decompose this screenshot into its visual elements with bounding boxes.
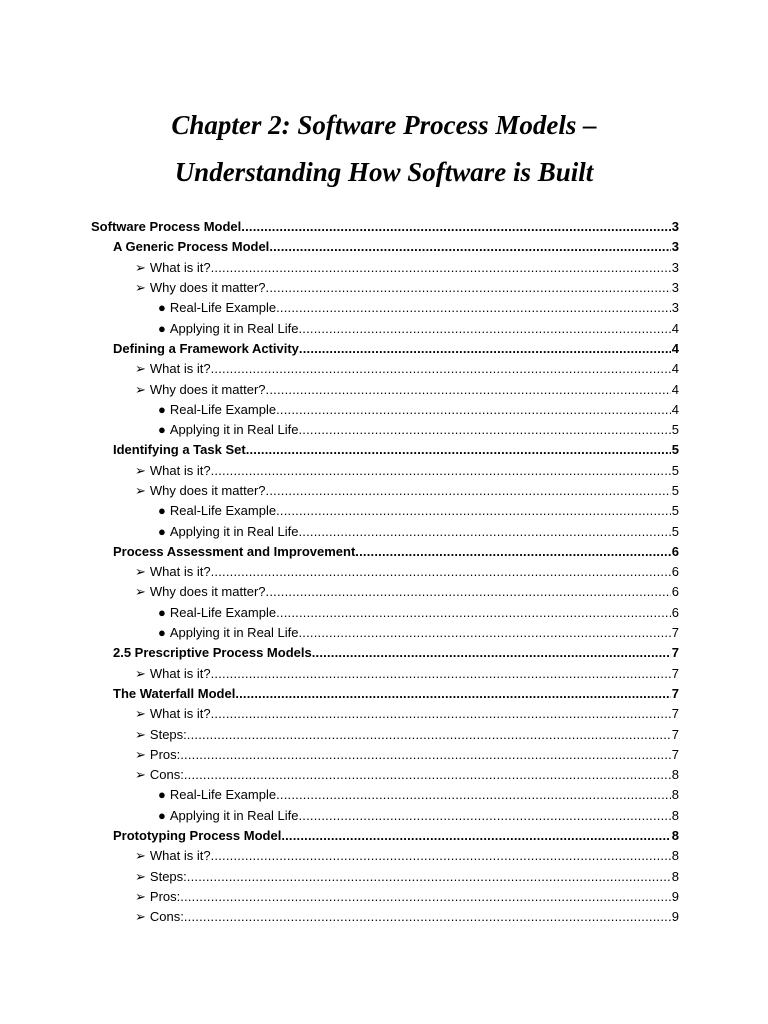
toc-page-number: 7 xyxy=(671,625,679,641)
dot-leader xyxy=(266,380,671,400)
toc-page-number: 7 xyxy=(671,685,679,701)
toc-page-number: 8 xyxy=(671,807,679,823)
toc-entry-line xyxy=(135,582,679,602)
dot-leader xyxy=(276,603,671,623)
arrowhead-bullet-icon: ➢ xyxy=(135,868,146,884)
arrowhead-bullet-icon: ➢ xyxy=(135,564,146,580)
toc-entry-line xyxy=(135,278,679,298)
dot-leader xyxy=(312,643,671,663)
dot-leader xyxy=(187,725,671,745)
dot-leader xyxy=(276,501,671,521)
toc-entry-label: Applying it in Real Life xyxy=(169,523,299,539)
toc-page-number: 6 xyxy=(671,564,679,580)
toc-entry[interactable] xyxy=(0,887,768,907)
toc-page-number: 6 xyxy=(671,604,679,620)
arrowhead-bullet-icon: ➢ xyxy=(135,726,146,742)
toc-entry-label: What is it? xyxy=(149,361,211,377)
dot-leader xyxy=(184,765,671,785)
dot-leader xyxy=(299,522,671,542)
toc-entry-label: Why does it matter? xyxy=(149,483,266,498)
dot-leader xyxy=(266,481,671,501)
toc-page-number: 4 xyxy=(671,361,679,377)
dot-leader xyxy=(211,846,671,866)
toc-entry[interactable] xyxy=(0,420,768,440)
toc-entry-line xyxy=(158,522,679,542)
toc-entry[interactable] xyxy=(0,745,768,765)
toc-entry-line xyxy=(158,806,679,826)
toc-entry-label: Steps: xyxy=(149,868,187,884)
toc-page-number: 8 xyxy=(671,848,679,864)
toc-entry[interactable] xyxy=(0,440,768,460)
toc-entry-label: Applying it in Real Life xyxy=(169,625,299,641)
table-of-contents xyxy=(0,217,768,927)
toc-entry-label: Prototyping Process Model xyxy=(113,828,282,844)
toc-entry-label: What is it? xyxy=(149,259,211,275)
toc-entry[interactable] xyxy=(0,542,768,562)
toc-entry[interactable] xyxy=(0,664,768,684)
toc-entry-line xyxy=(113,826,679,846)
round-bullet-icon: ● xyxy=(158,320,166,336)
round-bullet-icon: ● xyxy=(158,604,166,620)
chapter-title-line-1: Chapter 2: Software Process Models – xyxy=(171,110,597,140)
round-bullet-icon: ● xyxy=(158,625,166,641)
toc-entry-line xyxy=(135,725,679,745)
toc-entry-label: Software Process Model xyxy=(91,219,242,235)
toc-entry[interactable] xyxy=(0,806,768,826)
round-bullet-icon: ● xyxy=(158,787,166,803)
toc-entry[interactable] xyxy=(0,562,768,582)
arrowhead-bullet-icon: ➢ xyxy=(135,381,146,397)
round-bullet-icon: ● xyxy=(158,422,166,438)
toc-entry-line xyxy=(135,765,679,785)
toc-entry[interactable] xyxy=(0,765,768,785)
toc-entry[interactable] xyxy=(0,237,768,257)
toc-entry-label: Pros: xyxy=(149,888,181,904)
toc-entry-label: Applying it in Real Life xyxy=(169,320,299,336)
toc-entry-line xyxy=(113,339,679,359)
toc-entry[interactable] xyxy=(0,704,768,724)
toc-page-number: 5 xyxy=(671,523,679,539)
toc-entry-line xyxy=(135,258,679,278)
dot-leader xyxy=(235,684,670,704)
toc-entry[interactable] xyxy=(0,785,768,805)
toc-page-number: 4 xyxy=(671,320,679,336)
arrowhead-bullet-icon: ➢ xyxy=(135,665,146,681)
round-bullet-icon: ● xyxy=(158,300,166,316)
toc-page-number: 8 xyxy=(671,787,679,803)
toc-entry-label: What is it? xyxy=(149,564,211,580)
toc-entry[interactable] xyxy=(0,582,768,602)
toc-entry-line xyxy=(135,359,679,379)
toc-entry-line xyxy=(113,643,679,663)
toc-entry[interactable] xyxy=(0,400,768,420)
toc-entry-line xyxy=(158,400,679,420)
toc-page-number: 3 xyxy=(671,219,679,235)
dot-leader xyxy=(276,400,671,420)
dot-leader xyxy=(276,298,671,318)
toc-entry-line xyxy=(158,298,679,318)
arrowhead-bullet-icon: ➢ xyxy=(135,584,146,600)
toc-entry[interactable] xyxy=(0,298,768,318)
arrowhead-bullet-icon: ➢ xyxy=(135,706,146,722)
arrowhead-bullet-icon: ➢ xyxy=(135,767,146,783)
round-bullet-icon: ● xyxy=(158,503,166,519)
toc-entry-label: A Generic Process Model xyxy=(113,239,270,255)
dot-leader xyxy=(180,745,671,765)
toc-entry-label: Pros: xyxy=(149,746,181,762)
arrowhead-bullet-icon: ➢ xyxy=(135,483,146,498)
toc-page-number: 8 xyxy=(671,767,679,783)
arrowhead-bullet-icon: ➢ xyxy=(135,462,146,478)
toc-entry[interactable] xyxy=(0,501,768,521)
toc-entry[interactable] xyxy=(0,217,768,237)
dot-leader xyxy=(266,278,671,298)
toc-entry-line xyxy=(113,237,679,257)
toc-entry-line xyxy=(135,380,679,400)
toc-page-number: 3 xyxy=(671,300,679,316)
dot-leader xyxy=(241,217,670,237)
toc-page-number: 3 xyxy=(671,239,679,255)
dot-leader xyxy=(281,826,670,846)
dot-leader xyxy=(180,887,671,907)
toc-entry-line xyxy=(135,867,679,887)
round-bullet-icon: ● xyxy=(158,523,166,539)
toc-entry-line xyxy=(113,684,679,704)
toc-entry[interactable] xyxy=(0,461,768,481)
toc-entry-label: Cons: xyxy=(149,909,184,925)
dot-leader xyxy=(299,420,671,440)
chapter-title-line-2: Understanding How Software is Built xyxy=(174,157,594,187)
toc-page-number: 5 xyxy=(671,422,679,438)
toc-entry-label: Process Assessment and Improvement xyxy=(113,543,356,559)
toc-entry[interactable] xyxy=(0,379,768,399)
arrowhead-bullet-icon: ➢ xyxy=(135,361,146,377)
toc-entry-line xyxy=(91,217,679,237)
toc-page-number: 4 xyxy=(671,340,679,356)
toc-entry-label: Applying it in Real Life xyxy=(169,807,299,823)
toc-entry[interactable] xyxy=(0,826,768,846)
toc-page-number: 9 xyxy=(671,888,679,904)
toc-entry-line xyxy=(135,562,679,582)
dot-leader xyxy=(184,907,671,927)
toc-entry-line xyxy=(135,461,679,481)
dot-leader xyxy=(211,664,671,684)
dot-leader xyxy=(211,562,671,582)
toc-entry[interactable] xyxy=(0,643,768,663)
toc-entry[interactable] xyxy=(0,481,768,501)
dot-leader xyxy=(211,258,671,278)
toc-entry-label: Steps: xyxy=(149,726,187,742)
dot-leader xyxy=(269,237,670,257)
toc-entry-label: What is it? xyxy=(149,665,211,681)
toc-page-number: 8 xyxy=(671,828,679,844)
toc-page-number: 4 xyxy=(671,401,679,417)
dot-leader xyxy=(299,806,671,826)
toc-entry-label: Real-Life Example xyxy=(169,503,277,519)
toc-entry[interactable] xyxy=(0,521,768,541)
toc-entry-line xyxy=(135,664,679,684)
toc-entry-label: Cons: xyxy=(149,767,184,783)
toc-entry-label: 2.5 Prescriptive Process Models xyxy=(113,645,312,661)
toc-entry-label: Why does it matter? xyxy=(149,584,266,600)
toc-entry-label: Why does it matter? xyxy=(149,280,266,296)
toc-entry-line xyxy=(135,704,679,724)
dot-leader xyxy=(211,704,671,724)
toc-entry[interactable] xyxy=(0,846,768,866)
dot-leader xyxy=(211,461,671,481)
toc-entry-line xyxy=(135,846,679,866)
toc-entry[interactable] xyxy=(0,278,768,298)
toc-entry[interactable] xyxy=(0,318,768,338)
toc-page-number: 7 xyxy=(671,706,679,722)
dot-leader xyxy=(355,542,670,562)
toc-entry-line xyxy=(135,481,679,501)
toc-entry[interactable] xyxy=(0,603,768,623)
dot-leader xyxy=(299,339,671,359)
toc-page-number: 9 xyxy=(671,909,679,925)
toc-entry[interactable] xyxy=(0,359,768,379)
dot-leader xyxy=(211,359,671,379)
toc-entry[interactable] xyxy=(0,867,768,887)
toc-entry-line xyxy=(158,603,679,623)
arrowhead-bullet-icon: ➢ xyxy=(135,909,146,925)
arrowhead-bullet-icon: ➢ xyxy=(135,746,146,762)
toc-page-number: 7 xyxy=(671,665,679,681)
toc-page-number: 8 xyxy=(671,868,679,884)
dot-leader xyxy=(276,785,671,805)
toc-entry-line xyxy=(135,745,679,765)
toc-page-number: 7 xyxy=(671,645,679,661)
toc-page-number: 3 xyxy=(671,259,679,275)
toc-page-number: 4 xyxy=(671,381,679,397)
toc-entry[interactable] xyxy=(0,907,768,927)
toc-entry-label: Real-Life Example xyxy=(169,300,277,316)
toc-entry-label: Real-Life Example xyxy=(169,787,277,803)
toc-entry-line xyxy=(158,420,679,440)
toc-entry-label: What is it? xyxy=(149,706,211,722)
dot-leader xyxy=(187,867,671,887)
arrowhead-bullet-icon: ➢ xyxy=(135,259,146,275)
arrowhead-bullet-icon: ➢ xyxy=(135,280,146,296)
toc-page-number: 5 xyxy=(671,462,679,478)
toc-page-number: 7 xyxy=(671,746,679,762)
toc-entry-label: Real-Life Example xyxy=(169,401,277,417)
round-bullet-icon: ● xyxy=(158,807,166,823)
toc-entry-line xyxy=(113,440,679,460)
toc-page-number: 6 xyxy=(671,584,679,600)
toc-entry-label: The Waterfall Model xyxy=(113,685,236,701)
toc-entry-line xyxy=(135,887,679,907)
toc-entry-line xyxy=(158,319,679,339)
toc-page-number: 5 xyxy=(671,483,679,498)
toc-entry-label: Real-Life Example xyxy=(169,604,277,620)
dot-leader xyxy=(246,440,671,460)
toc-entry[interactable] xyxy=(0,258,768,278)
arrowhead-bullet-icon: ➢ xyxy=(135,888,146,904)
dot-leader xyxy=(299,623,671,643)
toc-entry-line xyxy=(158,501,679,521)
dot-leader xyxy=(266,582,671,602)
toc-page-number: 6 xyxy=(671,543,679,559)
toc-entry-label: Why does it matter? xyxy=(149,381,266,397)
toc-entry-line xyxy=(135,907,679,927)
toc-entry-line xyxy=(158,623,679,643)
toc-page-number: 7 xyxy=(671,726,679,742)
toc-entry-label: What is it? xyxy=(149,848,211,864)
toc-entry-label: Identifying a Task Set xyxy=(113,442,246,458)
dot-leader xyxy=(299,319,671,339)
toc-entry-label: Applying it in Real Life xyxy=(169,422,299,438)
toc-page-number: 3 xyxy=(671,280,679,296)
round-bullet-icon: ● xyxy=(158,401,166,417)
toc-entry[interactable] xyxy=(0,684,768,704)
toc-entry-line xyxy=(113,542,679,562)
toc-entry[interactable] xyxy=(0,623,768,643)
toc-page-number: 5 xyxy=(671,442,679,458)
toc-entry[interactable] xyxy=(0,724,768,744)
toc-entry[interactable] xyxy=(0,339,768,359)
toc-entry-line xyxy=(158,785,679,805)
toc-entry-label: Defining a Framework Activity xyxy=(113,340,299,356)
arrowhead-bullet-icon: ➢ xyxy=(135,848,146,864)
toc-entry-label: What is it? xyxy=(149,462,211,478)
toc-page-number: 5 xyxy=(671,503,679,519)
